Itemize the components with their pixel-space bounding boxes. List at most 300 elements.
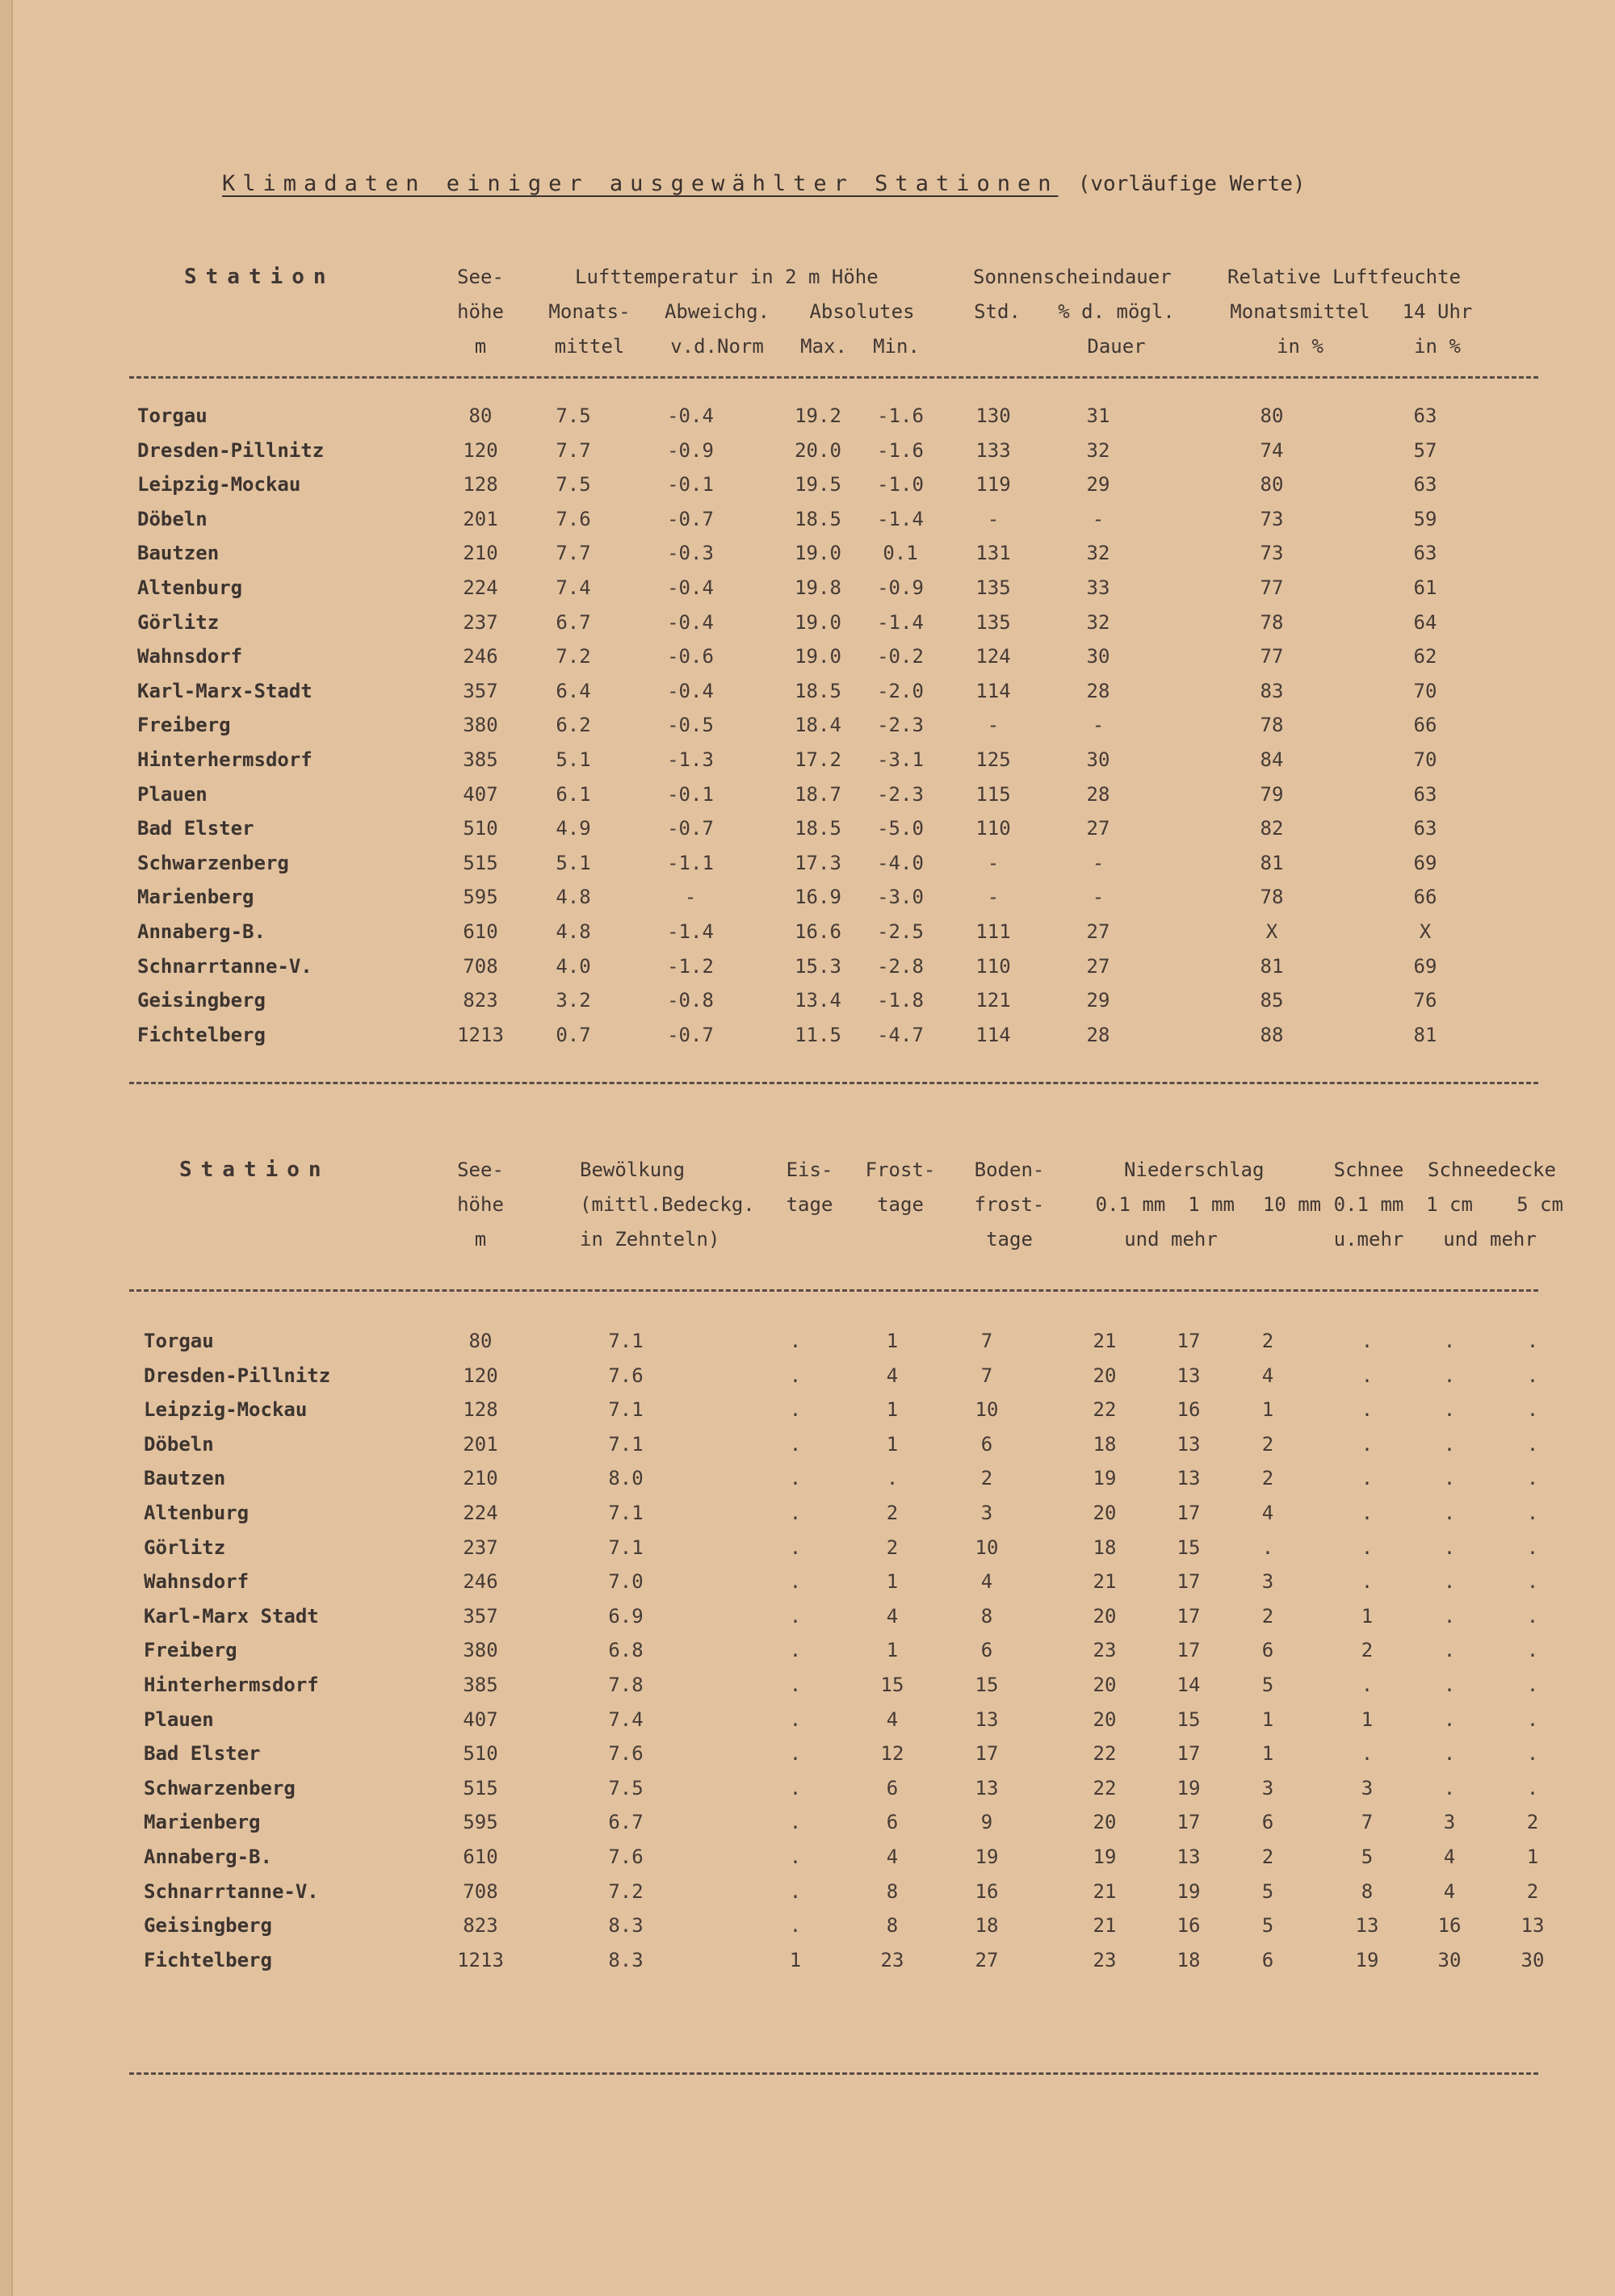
bewoelkung: 6.8 bbox=[608, 1639, 644, 1662]
max: 16.9 bbox=[795, 886, 841, 909]
bodenfrosttage: 10 bbox=[975, 1536, 999, 1559]
schneedecke-5cm: . bbox=[1526, 1432, 1539, 1456]
bodenfrosttage: 17 bbox=[975, 1742, 999, 1766]
max: 19.5 bbox=[795, 473, 841, 496]
station-name: Geisingberg bbox=[137, 989, 266, 1012]
ns-01mm: 20 bbox=[1093, 1604, 1117, 1628]
t2-h-ns-10: 10 mm bbox=[1262, 1193, 1322, 1216]
max: 11.5 bbox=[795, 1023, 841, 1046]
max: 19.0 bbox=[795, 542, 841, 565]
t2-h-ns-01: 0.1 mm bbox=[1095, 1193, 1166, 1216]
bodenfrosttage: 10 bbox=[975, 1398, 999, 1422]
schneedecke-1cm: . bbox=[1443, 1502, 1456, 1524]
schneedecke-5cm: . bbox=[1526, 1330, 1539, 1352]
bodenfrosttage: 15 bbox=[975, 1674, 999, 1696]
seehoehe: 1213 bbox=[457, 1948, 504, 1971]
ns-1mm: 14 bbox=[1177, 1674, 1201, 1696]
eistage: . bbox=[789, 1432, 802, 1456]
schneedecke-5cm: . bbox=[1526, 1674, 1539, 1696]
bodenfrosttage: 19 bbox=[975, 1846, 999, 1868]
rh-monatsmittel: 79 bbox=[1260, 782, 1284, 806]
ns-01mm: 19 bbox=[1093, 1846, 1117, 1868]
schneedecke-1cm: . bbox=[1443, 1364, 1456, 1387]
seehoehe: 407 bbox=[463, 782, 498, 806]
schneedecke-1cm: . bbox=[1443, 1398, 1456, 1422]
schneedecke-1cm: 4 bbox=[1443, 1846, 1456, 1868]
seehoehe: 515 bbox=[463, 851, 498, 874]
eistage: . bbox=[789, 1570, 802, 1594]
abweichung: -1.3 bbox=[667, 748, 714, 771]
ns-10mm: 3 bbox=[1261, 1776, 1274, 1800]
sonnenschein-pct: 32 bbox=[1086, 438, 1110, 462]
schnee: 1 bbox=[1361, 1707, 1374, 1731]
schnee: . bbox=[1361, 1674, 1374, 1696]
station-name: Bautzen bbox=[144, 1467, 226, 1490]
t2-h-bewoelkung: Bewölkung (mittl.Bedeckg. in Zehnteln) bbox=[580, 1158, 755, 1251]
seehoehe: 237 bbox=[463, 610, 498, 634]
sonnenschein-pct: 31 bbox=[1086, 404, 1110, 427]
station-name: Torgau bbox=[137, 404, 208, 427]
table-row bbox=[0, 1427, 1615, 1461]
rh-14uhr: 64 bbox=[1413, 610, 1437, 634]
t1-h-station: Station bbox=[184, 265, 335, 289]
schneedecke-5cm: 2 bbox=[1526, 1811, 1539, 1834]
min: -0.9 bbox=[877, 576, 924, 599]
schneedecke-5cm: 1 bbox=[1526, 1846, 1539, 1868]
table-row bbox=[0, 1737, 1615, 1770]
rh-monatsmittel: 77 bbox=[1260, 645, 1284, 668]
min: -2.3 bbox=[877, 714, 924, 737]
frosttage: 8 bbox=[886, 1879, 899, 1903]
table-row bbox=[0, 743, 1615, 777]
sonnenschein-std: 114 bbox=[975, 679, 1011, 702]
table-row bbox=[0, 1703, 1615, 1737]
seehoehe: 515 bbox=[463, 1776, 498, 1800]
eistage: . bbox=[789, 1811, 802, 1834]
max: 13.4 bbox=[795, 989, 841, 1012]
eistage: . bbox=[789, 1742, 802, 1766]
sonnenschein-pct: - bbox=[1092, 851, 1105, 874]
monatsmittel: 6.1 bbox=[556, 782, 591, 806]
schneedecke-5cm: . bbox=[1526, 1742, 1539, 1766]
seehoehe: 385 bbox=[463, 1674, 498, 1696]
sonnenschein-std: 111 bbox=[975, 920, 1011, 943]
bewoelkung: 7.8 bbox=[608, 1674, 644, 1696]
sonnenschein-pct: 32 bbox=[1086, 610, 1110, 634]
t2-h-station: Station bbox=[179, 1158, 330, 1182]
t2-h-niederschlag: Niederschlag bbox=[1124, 1158, 1265, 1181]
t2-h-frosttage: Frost- tage bbox=[865, 1158, 936, 1216]
schnee: 5 bbox=[1361, 1846, 1374, 1868]
rh-monatsmittel: 83 bbox=[1260, 679, 1284, 702]
ns-01mm: 22 bbox=[1093, 1776, 1117, 1800]
station-name: Marienberg bbox=[144, 1811, 261, 1834]
rh-14uhr: 69 bbox=[1413, 851, 1437, 874]
table-row bbox=[0, 1633, 1615, 1667]
station-name: Fichtelberg bbox=[137, 1023, 266, 1046]
frosttage: 4 bbox=[886, 1364, 899, 1387]
bewoelkung: 7.1 bbox=[608, 1536, 644, 1559]
ns-1mm: 15 bbox=[1177, 1536, 1201, 1559]
table-row bbox=[0, 708, 1615, 742]
ns-1mm: 19 bbox=[1177, 1776, 1201, 1800]
station-name: Geisingberg bbox=[144, 1914, 272, 1938]
seehoehe: 80 bbox=[468, 404, 493, 427]
t1-h-std: Std. bbox=[974, 300, 1021, 323]
table-row bbox=[0, 1805, 1615, 1839]
ns-01mm: 23 bbox=[1093, 1639, 1117, 1662]
sonnenschein-pct: 29 bbox=[1086, 989, 1110, 1012]
sonnenschein-pct: 27 bbox=[1086, 954, 1110, 978]
rh-14uhr: 70 bbox=[1413, 748, 1437, 771]
table-row bbox=[0, 1496, 1615, 1530]
bewoelkung: 7.6 bbox=[608, 1742, 644, 1766]
station-name: Döbeln bbox=[137, 507, 208, 530]
seehoehe: 595 bbox=[463, 1811, 498, 1834]
schnee: . bbox=[1361, 1570, 1374, 1594]
station-name: Hinterhermsdorf bbox=[144, 1674, 319, 1696]
table-row bbox=[0, 1840, 1615, 1874]
max: 19.0 bbox=[795, 645, 841, 668]
table2-header-divider bbox=[129, 1289, 1538, 1292]
eistage: . bbox=[789, 1398, 802, 1422]
ns-1mm: 13 bbox=[1177, 1846, 1201, 1868]
abweichung: -0.4 bbox=[667, 679, 714, 702]
table2-bottom-divider bbox=[129, 2072, 1538, 2075]
schnee: . bbox=[1361, 1398, 1374, 1422]
abweichung: -0.5 bbox=[667, 714, 714, 737]
eistage: . bbox=[789, 1776, 802, 1800]
station-name: Schnarrtanne-V. bbox=[137, 954, 313, 978]
frosttage: 1 bbox=[886, 1398, 899, 1422]
min: -1.6 bbox=[877, 404, 924, 427]
seehoehe: 708 bbox=[463, 1879, 498, 1903]
table-row bbox=[0, 1461, 1615, 1495]
ns-1mm: 19 bbox=[1177, 1879, 1201, 1903]
ns-10mm: 6 bbox=[1261, 1811, 1274, 1834]
sonnenschein-std: 121 bbox=[975, 989, 1011, 1012]
table-row bbox=[0, 777, 1615, 811]
sonnenschein-std: - bbox=[987, 886, 1000, 909]
t2-h-schneedecke: Schneedecke bbox=[1428, 1158, 1556, 1181]
rh-monatsmittel: 78 bbox=[1260, 714, 1284, 737]
station-name: Bad Elster bbox=[137, 817, 254, 840]
monatsmittel: 6.4 bbox=[556, 679, 591, 702]
frosttage: 6 bbox=[886, 1811, 899, 1834]
monatsmittel: 4.8 bbox=[556, 886, 591, 909]
ns-1mm: 16 bbox=[1177, 1398, 1201, 1422]
rh-monatsmittel: 74 bbox=[1260, 438, 1284, 462]
bewoelkung: 7.5 bbox=[608, 1776, 644, 1800]
sonnenschein-std: 125 bbox=[975, 748, 1011, 771]
seehoehe: 224 bbox=[463, 1502, 498, 1524]
table-row bbox=[0, 502, 1615, 536]
station-name: Wahnsdorf bbox=[137, 645, 243, 668]
t2-h-sd-und-mehr: und mehr bbox=[1443, 1228, 1537, 1251]
seehoehe: 1213 bbox=[457, 1023, 504, 1046]
rh-monatsmittel: 81 bbox=[1260, 851, 1284, 874]
min: -1.4 bbox=[877, 507, 924, 530]
max: 18.5 bbox=[795, 679, 841, 702]
table-row bbox=[0, 1908, 1615, 1942]
ns-10mm: 5 bbox=[1261, 1674, 1274, 1696]
schneedecke-1cm: . bbox=[1443, 1707, 1456, 1731]
sonnenschein-pct: 29 bbox=[1086, 473, 1110, 496]
sonnenschein-std: 119 bbox=[975, 473, 1011, 496]
t1-h-min: Min. bbox=[873, 335, 920, 358]
schneedecke-1cm: . bbox=[1443, 1674, 1456, 1696]
ns-1mm: 17 bbox=[1177, 1811, 1201, 1834]
monatsmittel: 7.7 bbox=[556, 438, 591, 462]
station-name: Plauen bbox=[144, 1707, 214, 1731]
schnee: 1 bbox=[1361, 1604, 1374, 1628]
ns-01mm: 20 bbox=[1093, 1364, 1117, 1387]
schneedecke-1cm: . bbox=[1443, 1536, 1456, 1559]
abweichung: -1.2 bbox=[667, 954, 714, 978]
bewoelkung: 7.0 bbox=[608, 1570, 644, 1594]
rh-monatsmittel: 84 bbox=[1260, 748, 1284, 771]
monatsmittel: 3.2 bbox=[556, 989, 591, 1012]
rh-14uhr: 63 bbox=[1413, 817, 1437, 840]
eistage: . bbox=[789, 1639, 802, 1662]
ns-1mm: 16 bbox=[1177, 1914, 1201, 1938]
bewoelkung: 8.3 bbox=[608, 1914, 644, 1938]
table-row bbox=[0, 434, 1615, 467]
seehoehe: 610 bbox=[463, 920, 498, 943]
t2-h-bodenfrosttage: Boden- frost- tage bbox=[974, 1158, 1045, 1251]
eistage: . bbox=[789, 1674, 802, 1696]
ns-10mm: 2 bbox=[1261, 1846, 1274, 1868]
schneedecke-5cm: . bbox=[1526, 1536, 1539, 1559]
min: -1.8 bbox=[877, 989, 924, 1012]
seehoehe: 610 bbox=[463, 1846, 498, 1868]
bewoelkung: 8.0 bbox=[608, 1467, 644, 1490]
t1-h-14uhr: 14 Uhr in % bbox=[1402, 300, 1473, 358]
max: 15.3 bbox=[795, 954, 841, 978]
sonnenschein-std: 131 bbox=[975, 542, 1011, 565]
bewoelkung: 7.2 bbox=[608, 1879, 644, 1903]
schneedecke-5cm: . bbox=[1526, 1570, 1539, 1594]
table-row bbox=[0, 1393, 1615, 1427]
seehoehe: 823 bbox=[463, 1914, 498, 1938]
rh-14uhr: 63 bbox=[1413, 473, 1437, 496]
frosttage: 4 bbox=[886, 1707, 899, 1731]
abweichung: -0.7 bbox=[667, 817, 714, 840]
sonnenschein-std: 110 bbox=[975, 817, 1011, 840]
seehoehe: 510 bbox=[463, 817, 498, 840]
min: -3.1 bbox=[877, 748, 924, 771]
schnee: . bbox=[1361, 1502, 1374, 1524]
bewoelkung: 7.6 bbox=[608, 1846, 644, 1868]
eistage: . bbox=[789, 1467, 802, 1490]
bodenfrosttage: 6 bbox=[980, 1639, 993, 1662]
rh-monatsmittel: 80 bbox=[1260, 404, 1284, 427]
ns-01mm: 22 bbox=[1093, 1398, 1117, 1422]
min: -2.0 bbox=[877, 679, 924, 702]
monatsmittel: 7.4 bbox=[556, 576, 591, 599]
ns-1mm: 17 bbox=[1177, 1639, 1201, 1662]
seehoehe: 120 bbox=[463, 1364, 498, 1387]
eistage: 1 bbox=[789, 1948, 802, 1971]
eistage: . bbox=[789, 1536, 802, 1559]
rh-14uhr: 69 bbox=[1413, 954, 1437, 978]
sonnenschein-std: 135 bbox=[975, 610, 1011, 634]
table-row bbox=[0, 949, 1615, 983]
station-name: Freiberg bbox=[144, 1639, 237, 1662]
ns-01mm: 18 bbox=[1093, 1432, 1117, 1456]
seehoehe: 237 bbox=[463, 1536, 498, 1559]
station-name: Altenburg bbox=[144, 1502, 250, 1524]
station-name: Dresden-Pillnitz bbox=[137, 438, 325, 462]
schnee: 2 bbox=[1361, 1639, 1374, 1662]
t2-h-ns-und-mehr: und mehr bbox=[1124, 1228, 1218, 1251]
table1-header-divider bbox=[129, 376, 1538, 379]
schneedecke-5cm: . bbox=[1526, 1639, 1539, 1662]
table1-bottom-divider bbox=[129, 1082, 1538, 1084]
schnee: . bbox=[1361, 1467, 1374, 1490]
schnee: 19 bbox=[1355, 1948, 1379, 1971]
schneedecke-1cm: . bbox=[1443, 1432, 1456, 1456]
sonnenschein-std: - bbox=[987, 714, 1000, 737]
table-row bbox=[0, 983, 1615, 1017]
ns-01mm: 21 bbox=[1093, 1879, 1117, 1903]
frosttage: 15 bbox=[880, 1674, 904, 1696]
seehoehe: 128 bbox=[463, 473, 498, 496]
schneedecke-1cm: 30 bbox=[1437, 1948, 1462, 1971]
monatsmittel: 5.1 bbox=[556, 851, 591, 874]
station-name: Bautzen bbox=[137, 542, 220, 565]
max: 18.4 bbox=[795, 714, 841, 737]
t2-h-ns-1: 1 mm bbox=[1188, 1193, 1235, 1216]
station-name: Döbeln bbox=[144, 1432, 214, 1456]
t1-h-max: Max. bbox=[800, 335, 847, 358]
seehoehe: 380 bbox=[463, 1639, 498, 1662]
seehoehe: 224 bbox=[463, 576, 498, 599]
seehoehe: 708 bbox=[463, 954, 498, 978]
min: 0.1 bbox=[883, 542, 918, 565]
bewoelkung: 7.1 bbox=[608, 1330, 644, 1352]
min: -1.0 bbox=[877, 473, 924, 496]
rh-monatsmittel: 73 bbox=[1260, 507, 1284, 530]
eistage: . bbox=[789, 1502, 802, 1524]
ns-10mm: 2 bbox=[1261, 1330, 1274, 1352]
seehoehe: 201 bbox=[463, 1432, 498, 1456]
bodenfrosttage: 4 bbox=[980, 1570, 993, 1594]
t2-h-sd-1: 1 cm bbox=[1426, 1193, 1473, 1216]
t1-h-sonnenscheindauer: Sonnenscheindauer bbox=[973, 266, 1172, 288]
ns-1mm: 13 bbox=[1177, 1432, 1201, 1456]
min: -2.3 bbox=[877, 782, 924, 806]
station-name: Annaberg-B. bbox=[144, 1846, 272, 1868]
rh-monatsmittel: 88 bbox=[1260, 1023, 1284, 1046]
min: -0.2 bbox=[877, 645, 924, 668]
bewoelkung: 7.4 bbox=[608, 1707, 644, 1731]
table-row bbox=[0, 536, 1615, 570]
bodenfrosttage: 16 bbox=[975, 1879, 999, 1903]
ns-01mm: 21 bbox=[1093, 1330, 1117, 1352]
abweichung: -0.4 bbox=[667, 404, 714, 427]
bewoelkung: 7.6 bbox=[608, 1364, 644, 1387]
rh-monatsmittel: 80 bbox=[1260, 473, 1284, 496]
sonnenschein-pct: 28 bbox=[1086, 679, 1110, 702]
seehoehe: 595 bbox=[463, 886, 498, 909]
table-row bbox=[0, 1943, 1615, 1977]
abweichung: -0.8 bbox=[667, 989, 714, 1012]
schnee: 7 bbox=[1361, 1811, 1374, 1834]
rh-monatsmittel: 77 bbox=[1260, 576, 1284, 599]
rh-14uhr: 81 bbox=[1413, 1023, 1437, 1046]
table-row bbox=[0, 605, 1615, 639]
frosttage: 12 bbox=[880, 1742, 904, 1766]
t2-h-eistage: Eis- tage bbox=[786, 1158, 833, 1216]
ns-10mm: 6 bbox=[1261, 1948, 1274, 1971]
sonnenschein-std: 135 bbox=[975, 576, 1011, 599]
seehoehe: 246 bbox=[463, 645, 498, 668]
station-name: Dresden-Pillnitz bbox=[144, 1364, 331, 1387]
min: -4.7 bbox=[877, 1023, 924, 1046]
seehoehe: 407 bbox=[463, 1707, 498, 1731]
ns-1mm: 13 bbox=[1177, 1364, 1201, 1387]
ns-10mm: 2 bbox=[1261, 1432, 1274, 1456]
frosttage: 1 bbox=[886, 1639, 899, 1662]
min: -2.5 bbox=[877, 920, 924, 943]
seehoehe: 246 bbox=[463, 1570, 498, 1594]
frosttage: 1 bbox=[886, 1330, 899, 1352]
schneedecke-5cm: . bbox=[1526, 1398, 1539, 1422]
frosttage: 1 bbox=[886, 1432, 899, 1456]
title-note: (vorläufige Werte) bbox=[1077, 172, 1306, 196]
monatsmittel: 4.0 bbox=[556, 954, 591, 978]
t1-h-lufttemperatur: Lufttemperatur in 2 m Höhe bbox=[575, 266, 879, 288]
schneedecke-5cm: 30 bbox=[1521, 1948, 1545, 1971]
station-name: Altenburg bbox=[137, 576, 243, 599]
sonnenschein-pct: 30 bbox=[1086, 645, 1110, 668]
schneedecke-5cm: . bbox=[1526, 1604, 1539, 1628]
schneedecke-1cm: . bbox=[1443, 1330, 1456, 1352]
ns-01mm: 20 bbox=[1093, 1707, 1117, 1731]
frosttage: 2 bbox=[886, 1536, 899, 1559]
rh-monatsmittel: 78 bbox=[1260, 886, 1284, 909]
abweichung: -0.7 bbox=[667, 507, 714, 530]
station-name: Leipzig-Mockau bbox=[137, 473, 301, 496]
bewoelkung: 7.1 bbox=[608, 1432, 644, 1456]
table-row bbox=[0, 674, 1615, 708]
ns-1mm: 17 bbox=[1177, 1502, 1201, 1524]
frosttage: 2 bbox=[886, 1502, 899, 1524]
table-row bbox=[0, 1531, 1615, 1565]
rh-14uhr: 66 bbox=[1413, 714, 1437, 737]
schneedecke-1cm: 4 bbox=[1443, 1879, 1456, 1903]
bewoelkung: 6.9 bbox=[608, 1604, 644, 1628]
sonnenschein-pct: 28 bbox=[1086, 782, 1110, 806]
table-row bbox=[0, 846, 1615, 880]
max: 18.5 bbox=[795, 817, 841, 840]
rh-14uhr: 66 bbox=[1413, 886, 1437, 909]
t2-h-seehoehe: See- höhe m bbox=[457, 1158, 504, 1251]
rh-14uhr: 76 bbox=[1413, 989, 1437, 1012]
bewoelkung: 7.1 bbox=[608, 1398, 644, 1422]
bewoelkung: 8.3 bbox=[608, 1948, 644, 1971]
min: -3.0 bbox=[877, 886, 924, 909]
monatsmittel: 4.8 bbox=[556, 920, 591, 943]
ns-01mm: 20 bbox=[1093, 1811, 1117, 1834]
ns-1mm: 17 bbox=[1177, 1570, 1201, 1594]
table-row bbox=[0, 811, 1615, 845]
table-row bbox=[0, 1359, 1615, 1393]
abweichung: -0.3 bbox=[667, 542, 714, 565]
station-name: Freiberg bbox=[137, 714, 231, 737]
ns-10mm: 4 bbox=[1261, 1364, 1274, 1387]
